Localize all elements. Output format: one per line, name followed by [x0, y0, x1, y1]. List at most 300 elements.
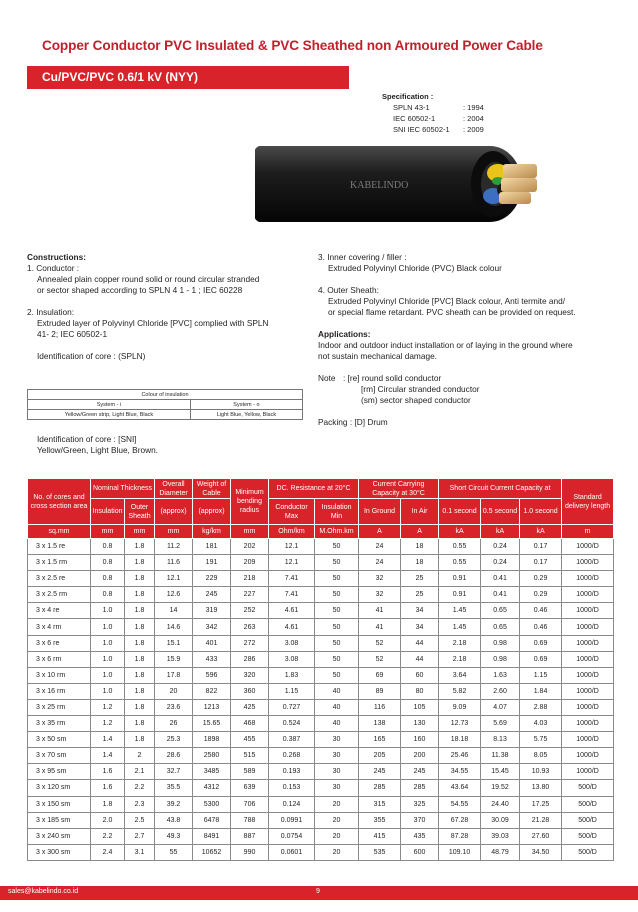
spec-value: : 2004 — [463, 114, 484, 123]
table-cell: 1.4 — [91, 748, 125, 764]
table-cell: 500/D — [562, 796, 614, 812]
table-cell: 12.6 — [155, 587, 193, 603]
table-row — [28, 651, 614, 667]
unit-cell: mm — [125, 525, 155, 539]
table-cell: 8491 — [193, 828, 231, 844]
table-cell: 2.60 — [481, 683, 520, 699]
table-cell: 2.7 — [125, 828, 155, 844]
table-row — [28, 571, 614, 587]
table-cell: 2.2 — [125, 780, 155, 796]
cable-size-cell: 3 x 16 rm — [28, 683, 91, 699]
table-cell: 40 — [315, 683, 359, 699]
outer-sheath-line: Extruded Polyvinyl Chloride [PVC] Black colour, Anti termite and/ — [328, 296, 566, 306]
table-cell: 1000/D — [562, 748, 614, 764]
table-cell: 25 — [401, 571, 439, 587]
table-cell: 116 — [359, 699, 401, 715]
table-cell: 10652 — [193, 844, 231, 860]
table-cell: 19.52 — [481, 780, 520, 796]
table-cell: 60 — [401, 667, 439, 683]
spec-value: : 2009 — [463, 125, 484, 134]
table-cell: 1.0 — [91, 619, 125, 635]
table-cell: 69 — [359, 667, 401, 683]
table-cell: 27.60 — [520, 828, 562, 844]
header-overall-diameter: Overall Diameter — [155, 479, 193, 499]
table-row — [28, 587, 614, 603]
table-cell: 5.75 — [520, 732, 562, 748]
outer-sheath-line: or special flame retardant. PVC sheath can be provided on request. — [328, 307, 576, 317]
cable-size-cell: 3 x 10 rm — [28, 667, 91, 683]
table-cell: 1.8 — [125, 587, 155, 603]
table-row — [28, 748, 614, 764]
cable-brand-print: KABELINDO — [350, 180, 409, 191]
header-current-capacity: Current Carrying Capacity at 30°C — [359, 479, 439, 499]
cable-size-cell: 3 x 6 rm — [28, 651, 91, 667]
table-cell: 1000/D — [562, 667, 614, 683]
table-cell: 0.193 — [269, 764, 315, 780]
table-row — [28, 555, 614, 571]
colour-of-insulation-table — [27, 389, 303, 420]
product-code: Cu/PVC/PVC 0.6/1 kV (NYY) — [42, 70, 199, 84]
spec-row — [382, 102, 484, 113]
applications-line: not sustain mechanical damage. — [318, 351, 437, 361]
table-cell: 370 — [401, 812, 439, 828]
table-cell: 1.8 — [125, 667, 155, 683]
cable-size-cell: 3 x 150 sm — [28, 796, 91, 812]
table-cell: 0.8 — [91, 539, 125, 555]
table-cell: 0.41 — [481, 571, 520, 587]
table-cell: 1000/D — [562, 732, 614, 748]
table-cell: 12.1 — [155, 571, 193, 587]
table-cell: 1000/D — [562, 555, 614, 571]
table-cell: 87.28 — [439, 828, 481, 844]
table-cell: 12.1 — [269, 539, 315, 555]
table-cell: 0.0991 — [269, 812, 315, 828]
table-cell: 7.41 — [269, 587, 315, 603]
table-cell: 191 — [193, 555, 231, 571]
sni-colours: Yellow/Green, Light Blue, Brown. — [37, 445, 158, 455]
unit-cell: kA — [481, 525, 520, 539]
table-cell: 55 — [155, 844, 193, 860]
table-cell: 2.18 — [439, 651, 481, 667]
page-number: 9 — [316, 888, 320, 895]
header-nominal-thickness: Nominal Thickness — [91, 479, 155, 499]
table-row — [28, 619, 614, 635]
note-label: Note — [318, 373, 336, 383]
cable-size-cell: 3 x 120 sm — [28, 780, 91, 796]
table-cell: 0.387 — [269, 732, 315, 748]
inner-covering-line: Extruded Polyvinyl Chloride (PVC) Black colour — [328, 263, 502, 273]
table-cell: 285 — [401, 780, 439, 796]
unit-cell: kA — [520, 525, 562, 539]
spec-name: SNI IEC 60502-1 — [393, 125, 450, 134]
table-cell: 50 — [315, 619, 359, 635]
table-cell: 5300 — [193, 796, 231, 812]
table-cell: 23.6 — [155, 699, 193, 715]
table-cell: 34 — [401, 619, 439, 635]
table-cell: 887 — [231, 828, 269, 844]
table-cell: 535 — [359, 844, 401, 860]
table-row — [28, 667, 614, 683]
table-cell: 589 — [231, 764, 269, 780]
table-cell: 50 — [315, 539, 359, 555]
unit-cell: kA — [439, 525, 481, 539]
table-cell: 44 — [401, 635, 439, 651]
table-cell: 1000/D — [562, 716, 614, 732]
insulation-line: 41- 2; IEC 60502-1 — [37, 329, 108, 339]
specification-label: Specification : — [382, 92, 434, 101]
table-cell: 990 — [231, 844, 269, 860]
table-cell: 1000/D — [562, 764, 614, 780]
table-cell: 500/D — [562, 828, 614, 844]
table-cell: 35.5 — [155, 780, 193, 796]
table-cell: 1000/D — [562, 571, 614, 587]
cable-size-cell: 3 x 185 sm — [28, 812, 91, 828]
table-cell: 11.2 — [155, 539, 193, 555]
table-cell: 0.46 — [520, 619, 562, 635]
table-row — [28, 796, 614, 812]
cable-size-cell: 3 x 25 rm — [28, 699, 91, 715]
table-cell: 1.8 — [125, 732, 155, 748]
table-cell: 286 — [231, 651, 269, 667]
cable-size-cell: 3 x 2.5 rm — [28, 587, 91, 603]
table-cell: 50 — [315, 667, 359, 683]
table-cell: 80 — [401, 683, 439, 699]
table-cell: 30 — [315, 780, 359, 796]
table-cell: 1.8 — [125, 716, 155, 732]
subtitle-bar — [27, 66, 349, 89]
unit-cell: m — [562, 525, 614, 539]
table-cell: 1.84 — [520, 683, 562, 699]
header-insulation-min: Insulation Min — [315, 499, 359, 525]
cable-size-cell: 3 x 70 sm — [28, 748, 91, 764]
table-row — [28, 603, 614, 619]
table-row — [28, 635, 614, 651]
copper-conductor-middle — [501, 178, 537, 192]
table-cell: 0.153 — [269, 780, 315, 796]
table-cell: 1.0 — [91, 683, 125, 699]
table-cell: 43.64 — [439, 780, 481, 796]
conductor-line: Annealed plain copper round solid or round circular stranded — [37, 274, 260, 284]
table-cell: 3.08 — [269, 651, 315, 667]
table-cell: 0.8 — [91, 571, 125, 587]
table-cell: 4.07 — [481, 699, 520, 715]
spec-value: : 1994 — [463, 103, 484, 112]
table-cell: 41 — [359, 603, 401, 619]
table-cell: 468 — [231, 716, 269, 732]
table-cell: 50 — [315, 571, 359, 587]
table-cell: 415 — [359, 828, 401, 844]
colour-table-cell: Light Blue, Yellow, Black — [190, 410, 302, 420]
table-cell: 14.6 — [155, 619, 193, 635]
table-cell: 1.2 — [91, 699, 125, 715]
table-cell: 319 — [193, 603, 231, 619]
table-cell: 7.41 — [269, 571, 315, 587]
table-cell: 1000/D — [562, 635, 614, 651]
table-cell: 8.13 — [481, 732, 520, 748]
table-cell: 30 — [315, 748, 359, 764]
unit-cell: A — [359, 525, 401, 539]
table-cell: 1.8 — [125, 555, 155, 571]
table-cell: 1.0 — [91, 603, 125, 619]
table-cell: 34 — [401, 603, 439, 619]
table-cell: 360 — [231, 683, 269, 699]
table-cell: 500/D — [562, 812, 614, 828]
table-cell: 89 — [359, 683, 401, 699]
conductor-title: 1. Conductor : — [27, 263, 80, 273]
table-cell: 4.03 — [520, 716, 562, 732]
header-standard-length: Standard delivery length — [562, 479, 614, 525]
note-line: (sm) sector shaped conductor — [361, 395, 471, 405]
cable-size-cell: 3 x 1.5 rm — [28, 555, 91, 571]
table-cell: 0.98 — [481, 651, 520, 667]
table-cell: 41 — [359, 619, 401, 635]
table-cell: 2 — [125, 748, 155, 764]
table-cell: 181 — [193, 539, 231, 555]
header-approx: (approx) — [155, 499, 193, 525]
cable-data-table — [27, 478, 614, 861]
table-row — [28, 683, 614, 699]
cable-size-cell: 3 x 35 rm — [28, 716, 91, 732]
table-cell: 20 — [155, 683, 193, 699]
table-cell: 15.9 — [155, 651, 193, 667]
table-cell: 11.38 — [481, 748, 520, 764]
table-cell: 39.03 — [481, 828, 520, 844]
table-cell: 52 — [359, 651, 401, 667]
table-cell: 200 — [401, 748, 439, 764]
table-cell: 1.8 — [125, 683, 155, 699]
spec-name: SPLN 43-1 — [393, 103, 430, 112]
header-weight: Weight of Cable — [193, 479, 231, 499]
table-row — [28, 716, 614, 732]
table-cell: 44 — [401, 651, 439, 667]
table-cell: 2.3 — [125, 796, 155, 812]
table-cell: 39.2 — [155, 796, 193, 812]
table-cell: 272 — [231, 635, 269, 651]
table-cell: 40 — [315, 716, 359, 732]
table-cell: 1000/D — [562, 587, 614, 603]
table-cell: 401 — [193, 635, 231, 651]
table-cell: 0.41 — [481, 587, 520, 603]
insulation-title: 2. Insulation: — [27, 307, 75, 317]
table-cell: 1000/D — [562, 619, 614, 635]
table-cell: 4.61 — [269, 619, 315, 635]
table-cell: 1000/D — [562, 651, 614, 667]
table-cell: 596 — [193, 667, 231, 683]
table-cell: 1.8 — [125, 699, 155, 715]
table-cell: 105 — [401, 699, 439, 715]
table-cell: 109.10 — [439, 844, 481, 860]
cable-size-cell: 3 x 1.5 re — [28, 539, 91, 555]
table-cell: 138 — [359, 716, 401, 732]
table-row — [28, 732, 614, 748]
table-cell: 706 — [231, 796, 269, 812]
header-approx: (approx) — [193, 499, 231, 525]
table-cell: 54.55 — [439, 796, 481, 812]
table-cell: 0.17 — [520, 555, 562, 571]
note-line: [rm] Circular stranded conductor — [361, 384, 480, 394]
table-cell: 165 — [359, 732, 401, 748]
header-sc-1-0: 1.0 second — [520, 499, 562, 525]
table-cell: 8.05 — [520, 748, 562, 764]
table-cell: 0.8 — [91, 587, 125, 603]
table-cell: 20 — [315, 812, 359, 828]
cable-size-cell: 3 x 240 sm — [28, 828, 91, 844]
table-cell: 0.91 — [439, 571, 481, 587]
table-cell: 3.1 — [125, 844, 155, 860]
table-cell: 355 — [359, 812, 401, 828]
table-cell: 0.65 — [481, 619, 520, 635]
table-cell: 1000/D — [562, 539, 614, 555]
header-in-ground: In Ground — [359, 499, 401, 525]
cable-size-cell: 3 x 2.5 re — [28, 571, 91, 587]
table-cell: 50 — [315, 555, 359, 571]
table-cell: 50 — [315, 635, 359, 651]
cable-illustration — [255, 118, 555, 228]
applications-line: Indoor and outdoor induct installation or of laying in the ground where — [318, 340, 573, 350]
table-cell: 25.46 — [439, 748, 481, 764]
note-line: : [re] round solid conductor — [343, 373, 442, 383]
table-cell: 1.8 — [125, 571, 155, 587]
table-cell: 49.3 — [155, 828, 193, 844]
table-cell: 1.45 — [439, 619, 481, 635]
header-short-circuit: Short Circuit Current Capacity at — [439, 479, 562, 499]
table-cell: 2.88 — [520, 699, 562, 715]
table-cell: 229 — [193, 571, 231, 587]
table-row — [28, 812, 614, 828]
table-cell: 4.61 — [269, 603, 315, 619]
table-cell: 13.80 — [520, 780, 562, 796]
table-cell: 218 — [231, 571, 269, 587]
table-cell: 14 — [155, 603, 193, 619]
table-cell: 2.18 — [439, 635, 481, 651]
table-cell: 18.18 — [439, 732, 481, 748]
table-cell: 12.1 — [269, 555, 315, 571]
table-cell: 40 — [315, 699, 359, 715]
table-cell: 32 — [359, 587, 401, 603]
table-cell: 1.15 — [520, 667, 562, 683]
table-body — [28, 539, 614, 861]
table-row — [28, 828, 614, 844]
table-cell: 0.98 — [481, 635, 520, 651]
table-cell: 67.28 — [439, 812, 481, 828]
table-cell: 25.3 — [155, 732, 193, 748]
header-sc-0-1: 0.1 second — [439, 499, 481, 525]
table-cell: 0.29 — [520, 571, 562, 587]
table-cell: 1000/D — [562, 699, 614, 715]
table-cell: 1.4 — [91, 732, 125, 748]
table-cell: 500/D — [562, 844, 614, 860]
table-cell: 32 — [359, 571, 401, 587]
table-cell: 2.1 — [125, 764, 155, 780]
unit-cell: sq.mm — [28, 525, 91, 539]
table-cell: 1.8 — [125, 651, 155, 667]
constructions-heading: Constructions: — [27, 252, 86, 262]
table-row — [28, 764, 614, 780]
table-row — [28, 539, 614, 555]
table-cell: 285 — [359, 780, 401, 796]
table-cell: 5.82 — [439, 683, 481, 699]
table-cell: 0.0754 — [269, 828, 315, 844]
table-cell: 0.24 — [481, 555, 520, 571]
table-cell: 32.7 — [155, 764, 193, 780]
table-cell: 28.6 — [155, 748, 193, 764]
copper-conductor-top — [503, 164, 537, 178]
cable-size-cell: 3 x 6 re — [28, 635, 91, 651]
table-cell: 20 — [315, 844, 359, 860]
table-cell: 11.6 — [155, 555, 193, 571]
table-cell: 1.45 — [439, 603, 481, 619]
table-cell: 1.0 — [91, 635, 125, 651]
table-cell: 1213 — [193, 699, 231, 715]
right-column — [318, 252, 618, 428]
header-in-air: In Air — [401, 499, 439, 525]
unit-cell: mm — [91, 525, 125, 539]
table-cell: 2580 — [193, 748, 231, 764]
table-cell: 320 — [231, 667, 269, 683]
table-cell: 1.0 — [91, 667, 125, 683]
footer-email: sales@kabelindo.co.id — [8, 888, 79, 895]
table-cell: 455 — [231, 732, 269, 748]
identification-sni-block — [37, 434, 158, 456]
table-cell: 12.73 — [439, 716, 481, 732]
conductor-line: or sector shaped according to SPLN 4 1 - 1 ; IEC 60228 — [37, 285, 243, 295]
table-cell: 0.29 — [520, 587, 562, 603]
table-cell: 10.93 — [520, 764, 562, 780]
header-outer-sheath: Outer Sheath — [125, 499, 155, 525]
table-cell: 0.69 — [520, 651, 562, 667]
table-cell: 639 — [231, 780, 269, 796]
table-cell: 0.24 — [481, 539, 520, 555]
colour-table-cell: Yellow/Green strip, Light Blue, Black — [28, 410, 191, 420]
table-cell: 3.08 — [269, 635, 315, 651]
unit-cell: Ohm/km — [269, 525, 315, 539]
header-cores: No. of cores and cross section area — [28, 479, 91, 525]
table-cell: 0.124 — [269, 796, 315, 812]
table-cell: 227 — [231, 587, 269, 603]
table-cell: 1.63 — [481, 667, 520, 683]
header-insulation: Insulation — [91, 499, 125, 525]
table-cell: 0.0601 — [269, 844, 315, 860]
colour-table-header: System - i — [28, 400, 191, 410]
units-row — [28, 525, 614, 539]
unit-cell: mm — [155, 525, 193, 539]
page-title: Copper Conductor PVC Insulated & PVC Sheathed non Armoured Power Cable — [42, 38, 543, 53]
table-cell: 25 — [401, 587, 439, 603]
table-cell: 263 — [231, 619, 269, 635]
cable-size-cell: 3 x 50 sm — [28, 732, 91, 748]
table-cell: 2.0 — [91, 812, 125, 828]
table-cell: 245 — [193, 587, 231, 603]
constructions-column — [27, 252, 312, 362]
table-cell: 6478 — [193, 812, 231, 828]
table-cell: 15.1 — [155, 635, 193, 651]
table-cell: 26 — [155, 716, 193, 732]
table-cell: 0.8 — [91, 555, 125, 571]
table-cell: 1.0 — [91, 651, 125, 667]
table-cell: 1898 — [193, 732, 231, 748]
table-cell: 24 — [359, 555, 401, 571]
table-cell: 425 — [231, 699, 269, 715]
table-cell: 4312 — [193, 780, 231, 796]
table-cell: 15.45 — [481, 764, 520, 780]
table-cell: 1000/D — [562, 603, 614, 619]
table-cell: 34.55 — [439, 764, 481, 780]
table-cell: 20 — [315, 828, 359, 844]
packing-info: Packing : [D] Drum — [318, 417, 388, 427]
table-row — [28, 699, 614, 715]
table-cell: 245 — [359, 764, 401, 780]
table-cell: 0.727 — [269, 699, 315, 715]
